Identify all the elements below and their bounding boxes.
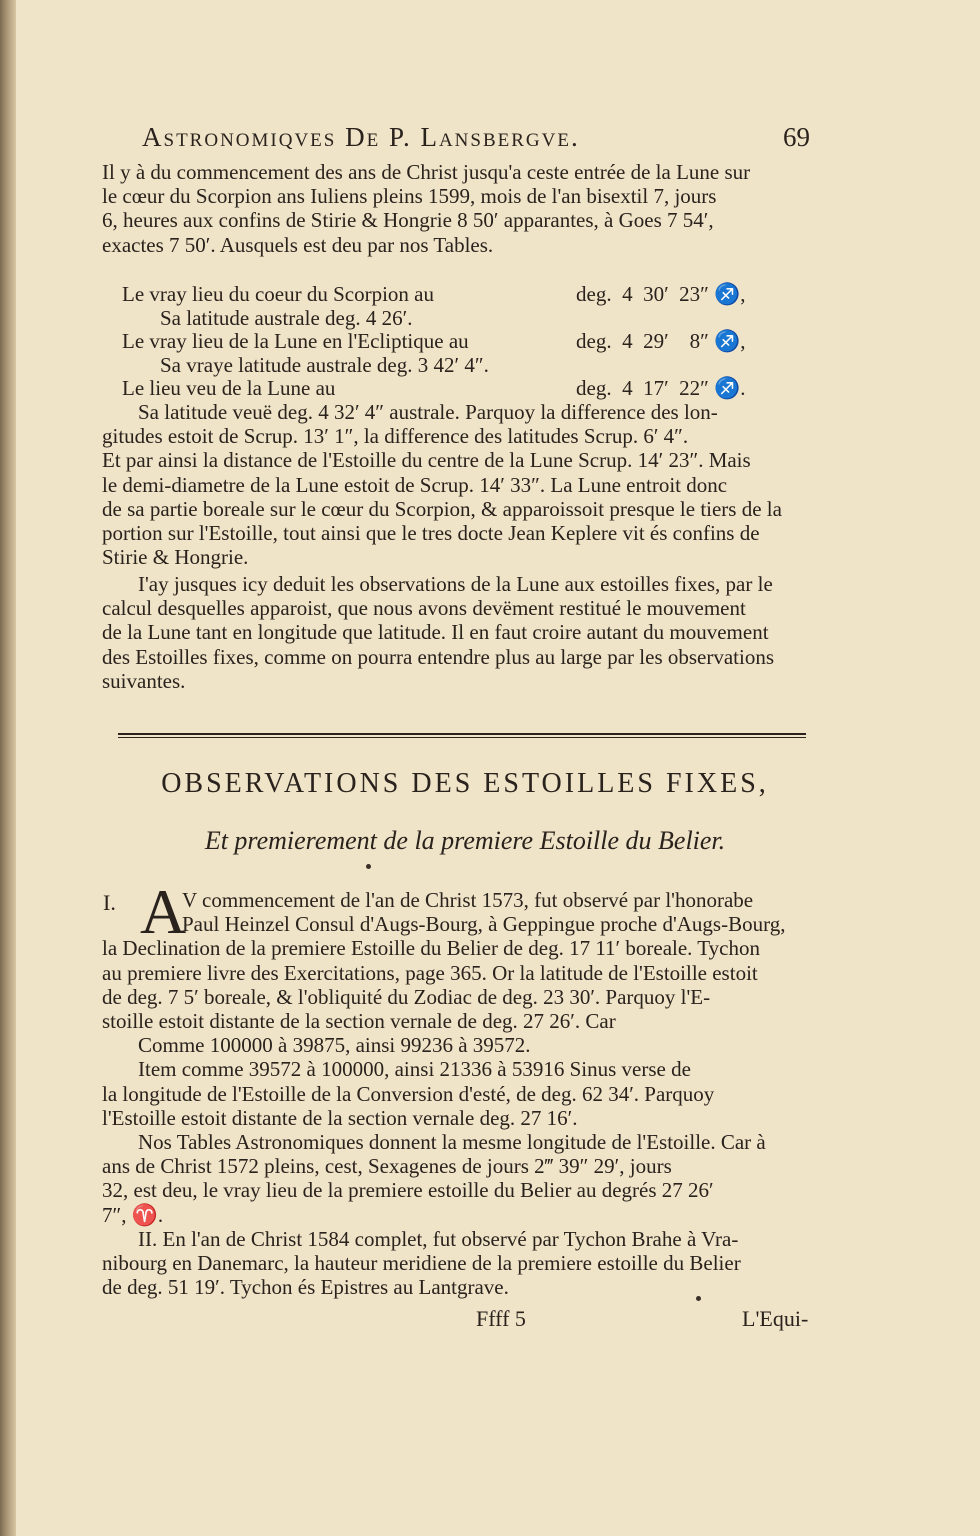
text-line: l'Estoille estoit distante de la section vernale deg. 27 16′. <box>102 1105 578 1130</box>
signature-mark: Ffff 5 <box>476 1306 526 1331</box>
observation-row <box>122 282 812 306</box>
observation-row <box>122 376 812 400</box>
observation-row <box>122 306 812 330</box>
text-line: au premiere livre des Exercitations, page 365. Or la latitude de l'Estoille estoit <box>102 960 758 985</box>
observation-one-text <box>102 888 810 1299</box>
section-subtitle: Et premierement de la premiere Estoille du Belier. <box>204 826 726 855</box>
drop-cap: A <box>140 876 187 947</box>
text-line: Stirie & Hongrie. <box>102 545 249 570</box>
text-line: Et par ainsi la distance de l'Estoille du centre de la Lune Scrup. 14′ 23″. Mais <box>102 448 751 473</box>
text-line: des Estoilles fixes, comme on pourra entendre plus au large par les observations <box>102 644 775 669</box>
text-line: II. En l'an de Christ 1584 complet, fut observé par Tychon Brahe à Vra- <box>138 1226 739 1251</box>
running-header <box>142 122 810 153</box>
book-spine <box>0 0 16 1536</box>
text-line: le demi-diametre de la Lune estoit de Scrup. 14′ 33″. La Lune entroit donc <box>102 472 728 497</box>
page-number: 69 <box>783 122 810 152</box>
text-line: de deg. 7 5′ boreale, & l'obliquité du Zodiac de deg. 23 30′. Parquoy l'E- <box>102 984 711 1009</box>
text-line: de la Lune tant en longitude que latitude. Il en faut croire autant du mouvement <box>102 620 769 645</box>
observation-value: deg. 4 17′ 22″ ♐. <box>576 376 746 401</box>
observation-label: Le vray lieu du coeur du Scorpion au <box>122 282 434 306</box>
intro-paragraph <box>102 160 810 257</box>
observation-value: deg. 4 30′ 23″ ♐, <box>576 282 746 306</box>
text-line: stoille estoit distante de la section vernale de deg. 27 26′. Car <box>102 1009 616 1034</box>
text-line: 32, est deu, le vray lieu de la premiere estoille du Belier au degrés 27 26′ <box>102 1178 714 1203</box>
text-line: exactes 7 50′. Ausquels est deu par nos Tables. <box>102 232 494 257</box>
observation-label: Sa latitude australe deg. 4 26′. <box>160 305 413 330</box>
text-line: suivantes. <box>102 668 186 693</box>
text-line: le cœur du Scorpion ans Iuliens pleins 1599, mois de l'an bisextil 7, jours <box>102 184 717 209</box>
section-divider <box>118 733 806 738</box>
text-line: Sa latitude veuë deg. 4 32′ 4″ australe. Parquoy la difference des lon- <box>138 400 718 424</box>
text-line: 6, heures aux confins de Stirie & Hongrie 8 50′ apparantes, à Goes 7 54′, <box>102 208 714 233</box>
text-line: Comme 100000 à 39875, ainsi 99236 à 39572. <box>138 1033 531 1058</box>
text-line: V commencement de l'an de Christ 1573, fut observé par l'honorabe <box>182 888 754 912</box>
observation-row <box>122 329 812 353</box>
running-title: Astronomiqves De P. Lansbergve. <box>142 122 580 152</box>
text-line: de sa partie boreale sur le cœur du Scorpion, & apparoissoit presque le tiers de la <box>102 496 782 521</box>
ink-dot <box>366 864 371 869</box>
text-line: Item comme 39572 à 100000, ainsi 21336 à 53916 Sinus verse de <box>138 1057 691 1082</box>
summary-paragraph <box>102 572 810 693</box>
text-line: ans de Christ 1572 pleins, cest, Sexagenes de jours 2‴ 39″ 29′, jours <box>102 1154 672 1179</box>
observation-number: I. <box>103 890 116 915</box>
text-line: la longitude de l'Estoille de la Conversion d'esté, de deg. 62 34′. Parquoy <box>102 1081 715 1106</box>
text-line: gitudes estoit de Scrup. 13′ 1″, la difference des latitudes Scrup. 6′ 4″. <box>102 424 689 449</box>
observation-value: deg. 4 29′ 8″ ♐, <box>576 329 746 354</box>
text-line: nibourg en Danemarc, la hauteur meridiene de la premiere estoille du Belier <box>102 1251 741 1276</box>
observation-label: Le lieu veu de la Lune au <box>122 376 336 401</box>
catchword: L'Equi- <box>742 1306 809 1331</box>
observation-table <box>122 282 812 400</box>
text-line: la Declination de la premiere Estoille du Belier de deg. 17 11′ boreale. Tychon <box>102 936 760 961</box>
observation-row <box>122 353 812 377</box>
text-line: Nos Tables Astronomiques donnent la mesme longitude de l'Estoille. Car à <box>138 1130 766 1155</box>
observation-label: Le vray lieu de la Lune en l'Ecliptique au <box>122 329 469 354</box>
text-line: calcul desquelles apparoist, que nous avons devëment restitué le mouvement <box>102 596 746 621</box>
text-line: de deg. 51 19′. Tychon és Epistres au Lantgrave. <box>102 1275 509 1300</box>
continuation-paragraph <box>102 400 810 569</box>
text-line: portion sur l'Estoille, tout ainsi que le tres docte Jean Keplere vit és confins de <box>102 521 760 546</box>
text-line: 7″, ♈. <box>102 1202 164 1227</box>
text-line: I'ay jusques icy deduit les observations de la Lune aux estoilles fixes, par le <box>138 572 773 596</box>
section-title: OBSERVATIONS DES ESTOILLES FIXES, <box>161 768 769 799</box>
observation-label: Sa vraye latitude australe deg. 3 42′ 4″. <box>160 352 489 377</box>
text-line: Paul Heinzel Consul d'Augs-Bourg, à Geppingue proche d'Augs-Bourg, <box>182 912 786 937</box>
ink-dot <box>696 1296 701 1301</box>
text-line: Il y à du commencement des ans de Christ jusqu'a ceste entrée de la Lune sur <box>102 160 751 184</box>
